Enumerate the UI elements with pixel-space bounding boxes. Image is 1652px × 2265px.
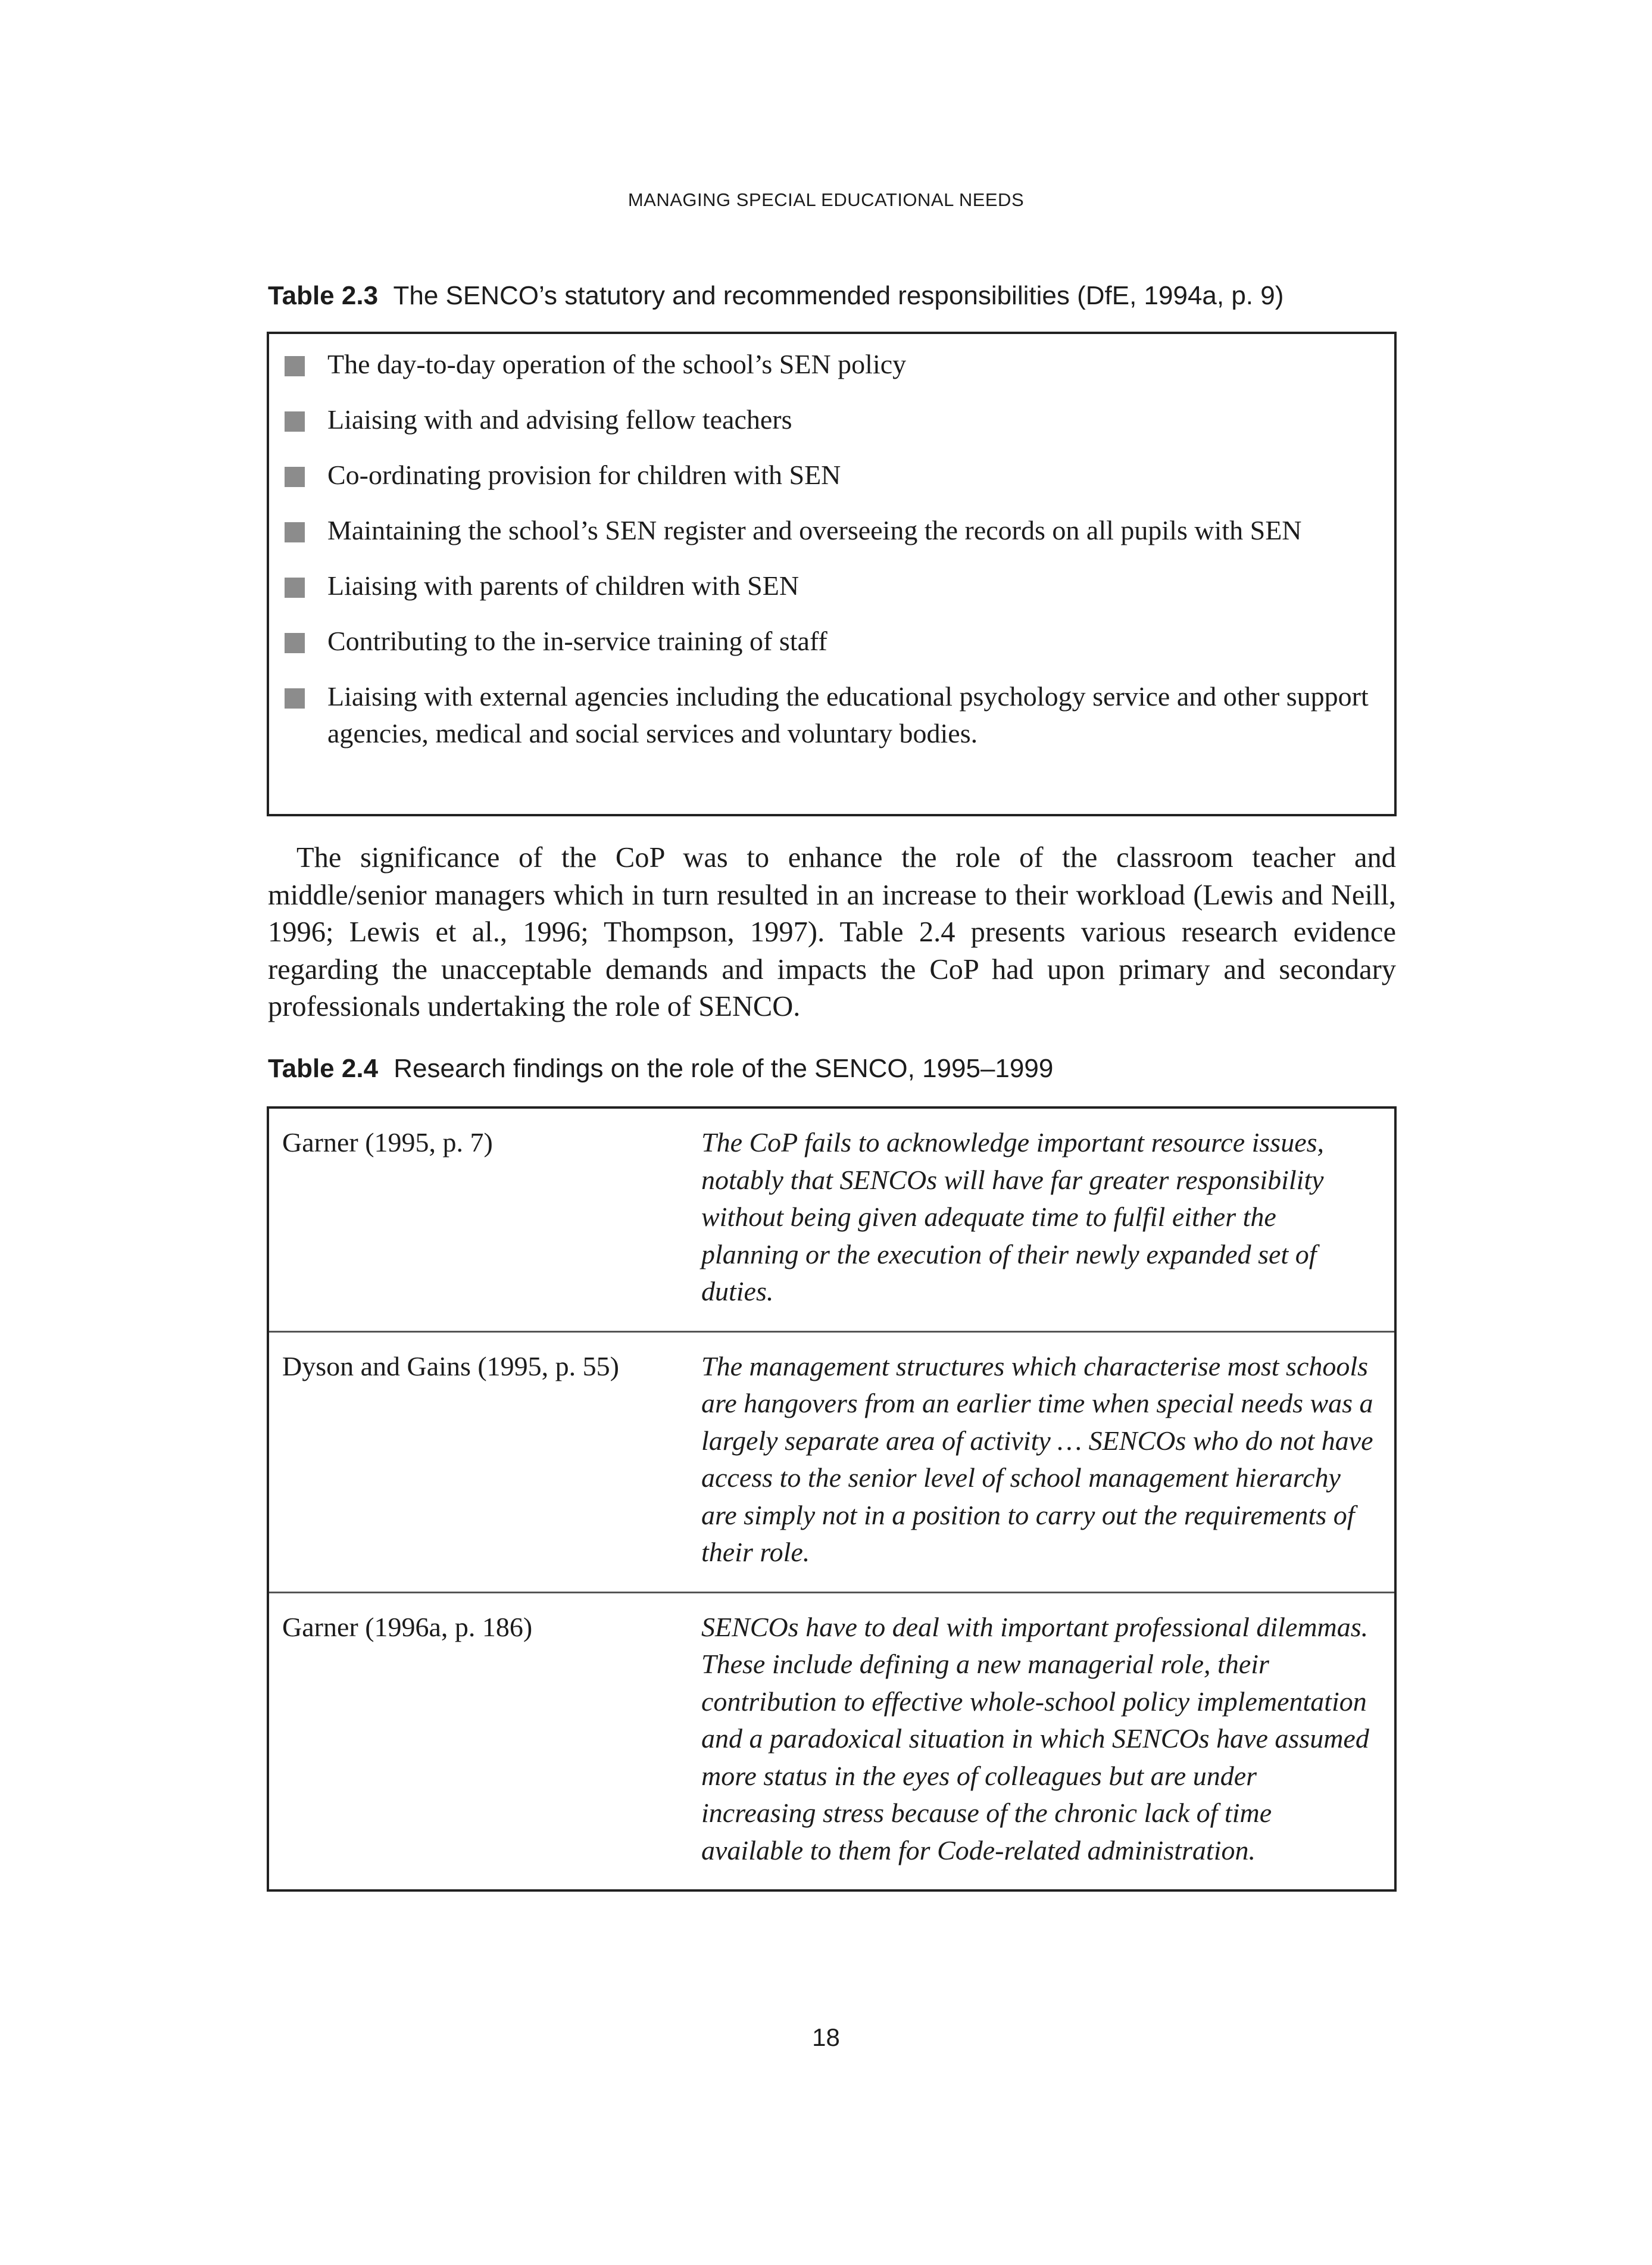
list-item-text: Contributing to the in-service training of staff (327, 626, 827, 656)
list-item-text: The day-to-day operation of the school’s SEN policy (327, 349, 907, 379)
square-bullet-icon (285, 356, 305, 376)
finding-cell: The management structures which characterise most schools are hangovers from an earlier time when special needs was a largely separate area of activity … SENCOs who do not have access to the senior level of school management hierarchy are simply not in a position to carry out the requirements of their role. (688, 1331, 1395, 1592)
square-bullet-icon (285, 467, 305, 487)
square-bullet-icon (285, 688, 305, 709)
table-2-4-number: Table 2.4 (268, 1054, 379, 1083)
table-row (268, 1331, 1395, 1592)
finding-cell: The CoP fails to acknowledge important resource issues, notably that SENCOs will have far greater responsibility without being given adequate time to fulfil either the planning or the execution of their newly expanded set of duties. (701, 1127, 1325, 1306)
list-item-text: Liaising with and advising fellow teachers (327, 404, 792, 435)
page-number: 18 (812, 2023, 840, 2051)
table-2-4-caption (268, 1054, 1399, 1084)
square-bullet-icon (285, 522, 305, 542)
list-item-text: Liaising with parents of children with SEN (327, 570, 800, 601)
source-cell: Garner (1995, p. 7) (282, 1127, 493, 1158)
table-2-3-title: The SENCO’s statutory and recommended responsibilities (DfE, 1994a, p. 9) (393, 281, 1284, 310)
list-item (285, 457, 1370, 494)
body-paragraph: The significance of the CoP was to enhance the role of the classroom teacher and middle/senior managers which in turn resulted in an increase to their workload (Lewis and Neill, 1996; Lewis et al., 1996; Thompson, 1997). Table 2.4 presents various research evidence regarding the unacceptable demands and impacts the CoP had upon primary and secondary professionals undertaking the role of SENCO. (268, 842, 1396, 1022)
list-item (285, 678, 1370, 752)
square-bullet-icon (285, 578, 305, 598)
table-row (268, 1107, 1395, 1331)
research-findings-table (267, 1106, 1397, 1892)
source-cell: Garner (1996a, p. 186) (268, 1592, 688, 1890)
list-item-text: Maintaining the school’s SEN register and overseeing the records on all pupils with SEN (327, 515, 1302, 545)
list-item (285, 512, 1370, 549)
list-item (285, 346, 1370, 383)
list-item (285, 401, 1370, 438)
list-item-text: Co-ordinating provision for children with SEN (327, 460, 841, 490)
list-item (285, 567, 1370, 604)
table-2-3-number: Table 2.3 (268, 281, 379, 310)
table-2-3-box (267, 332, 1397, 816)
square-bullet-icon (285, 633, 305, 653)
square-bullet-icon (285, 411, 305, 432)
list-item (285, 623, 1370, 660)
table-2-3-caption (268, 281, 1399, 311)
list-item-text: Liaising with external agencies including the educational psychology service and other support agencies, medical and social services and voluntary bodies. (327, 681, 1369, 748)
table-2-4-title: Research findings on the role of the SENCO, 1995–1999 (394, 1054, 1054, 1083)
source-cell: Dyson and Gains (1995, p. 55) (268, 1331, 688, 1592)
finding-cell: SENCOs have to deal with important professional dilemmas. These include defining a new managerial role, their contribution to effective whole-school policy implementation and a paradoxical situation in which SENCOs have assumed more status in the eyes of colleagues but are under increasing stress because of the chronic lack of time available to them for Code-related administration. (688, 1592, 1395, 1890)
responsibilities-list (285, 346, 1370, 752)
table-row (268, 1592, 1395, 1890)
running-head: MANAGING SPECIAL EDUCATIONAL NEEDS (627, 189, 1025, 210)
